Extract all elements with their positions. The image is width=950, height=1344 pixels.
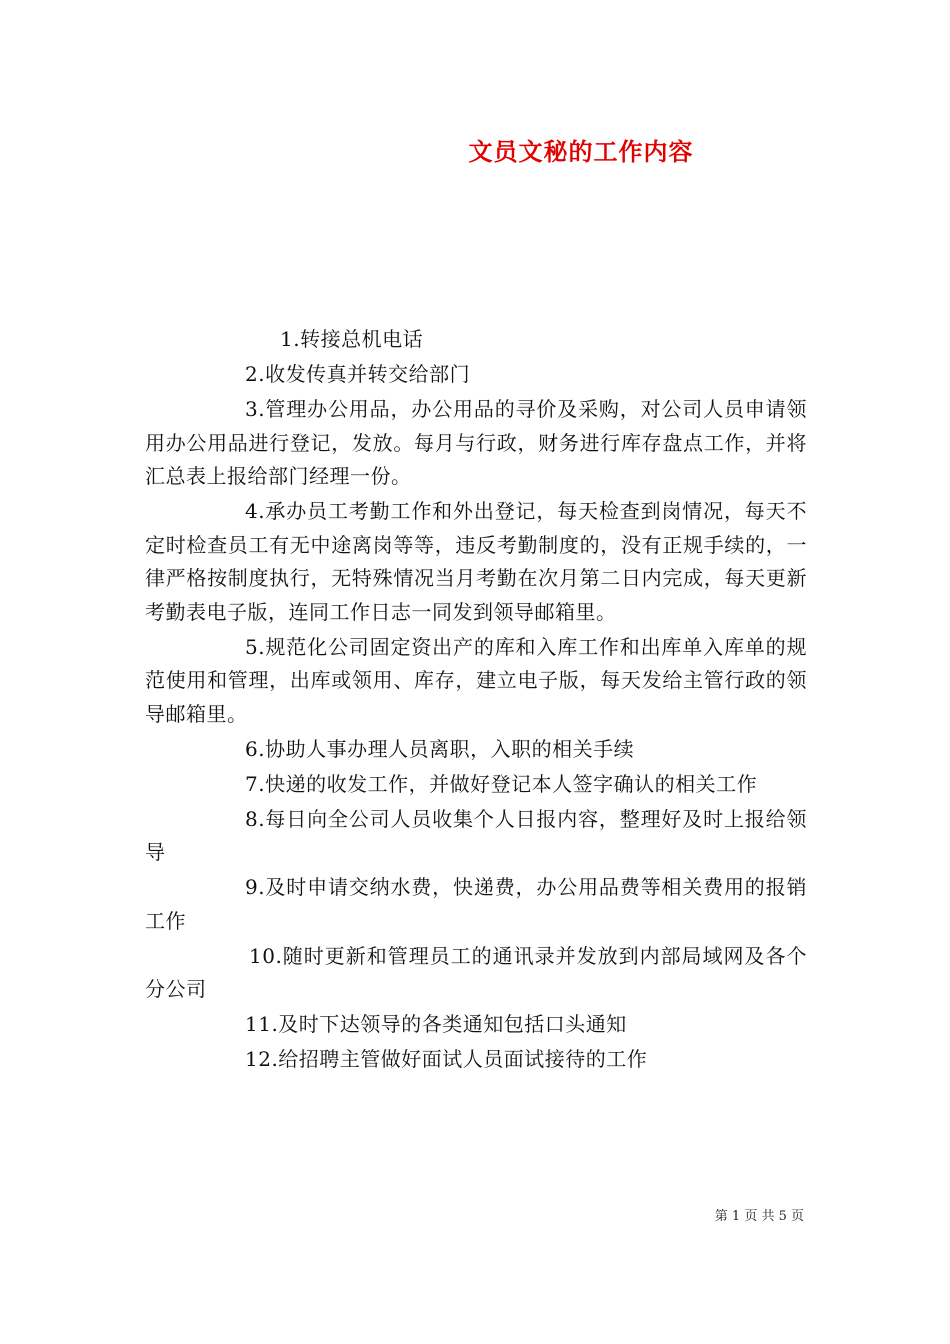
list-item: 12.给招聘主管做好面试人员面试接待的工作	[245, 1047, 648, 1071]
list-item: 1.转接总机电话	[280, 327, 424, 351]
page-number: 第 1 页 共 5 页	[714, 1209, 804, 1224]
document-title: 文员文秘的工作内容	[468, 137, 694, 166]
list-item: 7.快递的收发工作，并做好登记本人签字确认的相关工作	[245, 771, 758, 796]
list-item: 9.及时申请交纳水费，快递费，办公用品费等相关费用的报销工作	[145, 875, 807, 933]
list-item: 8.每日向全公司人员收集个人日报内容，整理好及时上报给领导	[145, 806, 807, 864]
list-item: 6.协助人事办理人员离职，入职的相关手续	[245, 736, 635, 761]
list-item: 4.承办员工考勤工作和外出登记，每天检查到岗情况，每天不定时检查员工有无中途离岗等等，违反考勤制度的，没有正规手续的，一律严格按制度执行，无特殊情况当月考勤在次月第二日内完成，每天更新考勤表电子版，连同工作日志一同发到领导邮箱里。	[145, 499, 807, 624]
list-item: 2.收发传真并转交给部门	[245, 362, 471, 386]
list-item: 10.随时更新和管理员工的通讯录并发放到内部局域网及各个分公司	[145, 943, 807, 1001]
list-item: 5.规范化公司固定资出产的库和入库工作和出库单入库单的规范使用和管理，出库或领用、库存，建立电子版，每天发给主管行政的领导邮箱里。	[145, 634, 807, 726]
list-item: 3.管理办公用品，办公用品的寻价及采购，对公司人员申请领用办公用品进行登记，发放。每月与行政，财务进行库存盘点工作，并将汇总表上报给部门经理一份。	[145, 397, 807, 488]
list-item: 11.及时下达领导的各类通知包括口头通知	[245, 1012, 627, 1036]
document-body	[145, 323, 807, 1077]
